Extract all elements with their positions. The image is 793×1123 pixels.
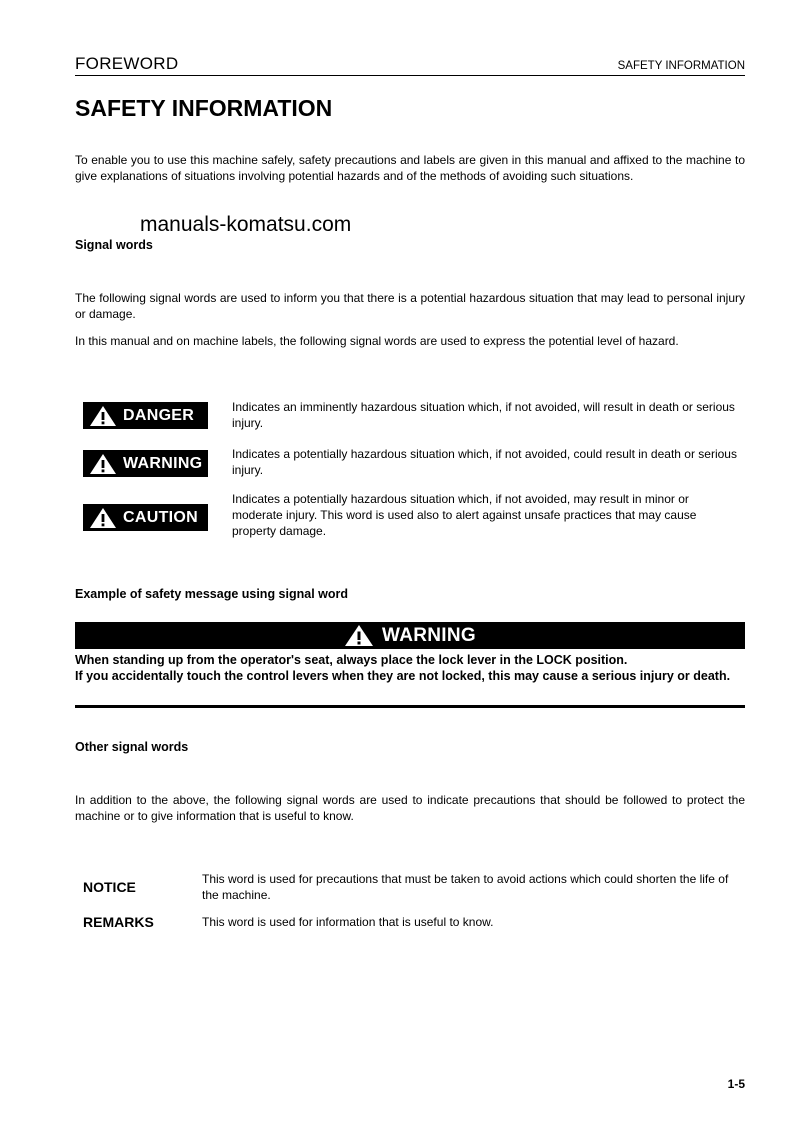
notice-term: NOTICE	[83, 879, 136, 895]
page-number: 1-5	[727, 1077, 745, 1091]
warning-triangle-icon	[344, 624, 374, 647]
intro-paragraph: To enable you to use this machine safely, safety precautions and labels are given in this manual and affixed to the machine to give explanations of situations involving potential hazards and of the methods of avoiding such situations.	[75, 153, 745, 183]
example-warning-banner	[75, 622, 745, 649]
remarks-description: This word is used for information that is useful to know.	[202, 915, 494, 929]
other-signal-words-paragraph: In addition to the above, the following signal words are used to indicate precautions that should be followed to protect the machine or to give information that is useful to know.	[75, 793, 745, 823]
caution-badge	[83, 504, 208, 531]
danger-description: Indicates an imminently hazardous situation which, if not avoided, will result in death or serious injury.	[232, 400, 735, 430]
warning-badge	[83, 450, 208, 477]
warning-triangle-icon	[89, 453, 117, 475]
notice-description: This word is used for precautions that must be taken to avoid actions which could shorten the life of the machine.	[202, 872, 729, 902]
other-signal-words-heading: Other signal words	[75, 740, 189, 754]
caution-label: CAUTION	[123, 508, 198, 526]
signal-words-heading: Signal words	[75, 238, 153, 252]
example-warning-message	[75, 652, 745, 684]
signal-words-paragraph-1: The following signal words are used to inform you that there is a potential hazardous situation that may lead to personal injury or damage.	[75, 291, 745, 321]
header-chapter: SAFETY INFORMATION	[617, 60, 745, 72]
example-line-2: If you accidentally touch the control levers when they are not locked, this may cause a serious injury or death.	[75, 669, 731, 683]
warning-label: WARNING	[123, 454, 203, 472]
caution-description: Indicates a potentially hazardous situation which, if not avoided, may result in minor or moderate injury. This word is used also to alert against unsafe practices that may cause property damage.	[232, 492, 697, 538]
example-line-1: When standing up from the operator's seat, always place the lock lever in the LOCK position.	[75, 653, 628, 667]
warning-triangle-icon	[89, 507, 117, 529]
example-bottom-rule	[75, 705, 745, 708]
danger-badge	[83, 402, 208, 429]
signal-words-paragraph-2: In this manual and on machine labels, the following signal words are used to express the potential level of hazard.	[75, 334, 679, 348]
header-section: FOREWORD	[75, 54, 179, 73]
watermark-text: manuals-komatsu.com	[140, 213, 352, 236]
warning-description: Indicates a potentially hazardous situation which, if not avoided, could result in death or serious injury.	[232, 447, 737, 477]
warning-triangle-icon	[89, 405, 117, 427]
header-rule	[75, 75, 745, 76]
danger-label: DANGER	[123, 406, 195, 424]
example-heading: Example of safety message using signal word	[75, 587, 349, 601]
example-banner-label: WARNING	[382, 624, 476, 646]
page-title: SAFETY INFORMATION	[75, 95, 333, 121]
remarks-term: REMARKS	[83, 914, 154, 930]
